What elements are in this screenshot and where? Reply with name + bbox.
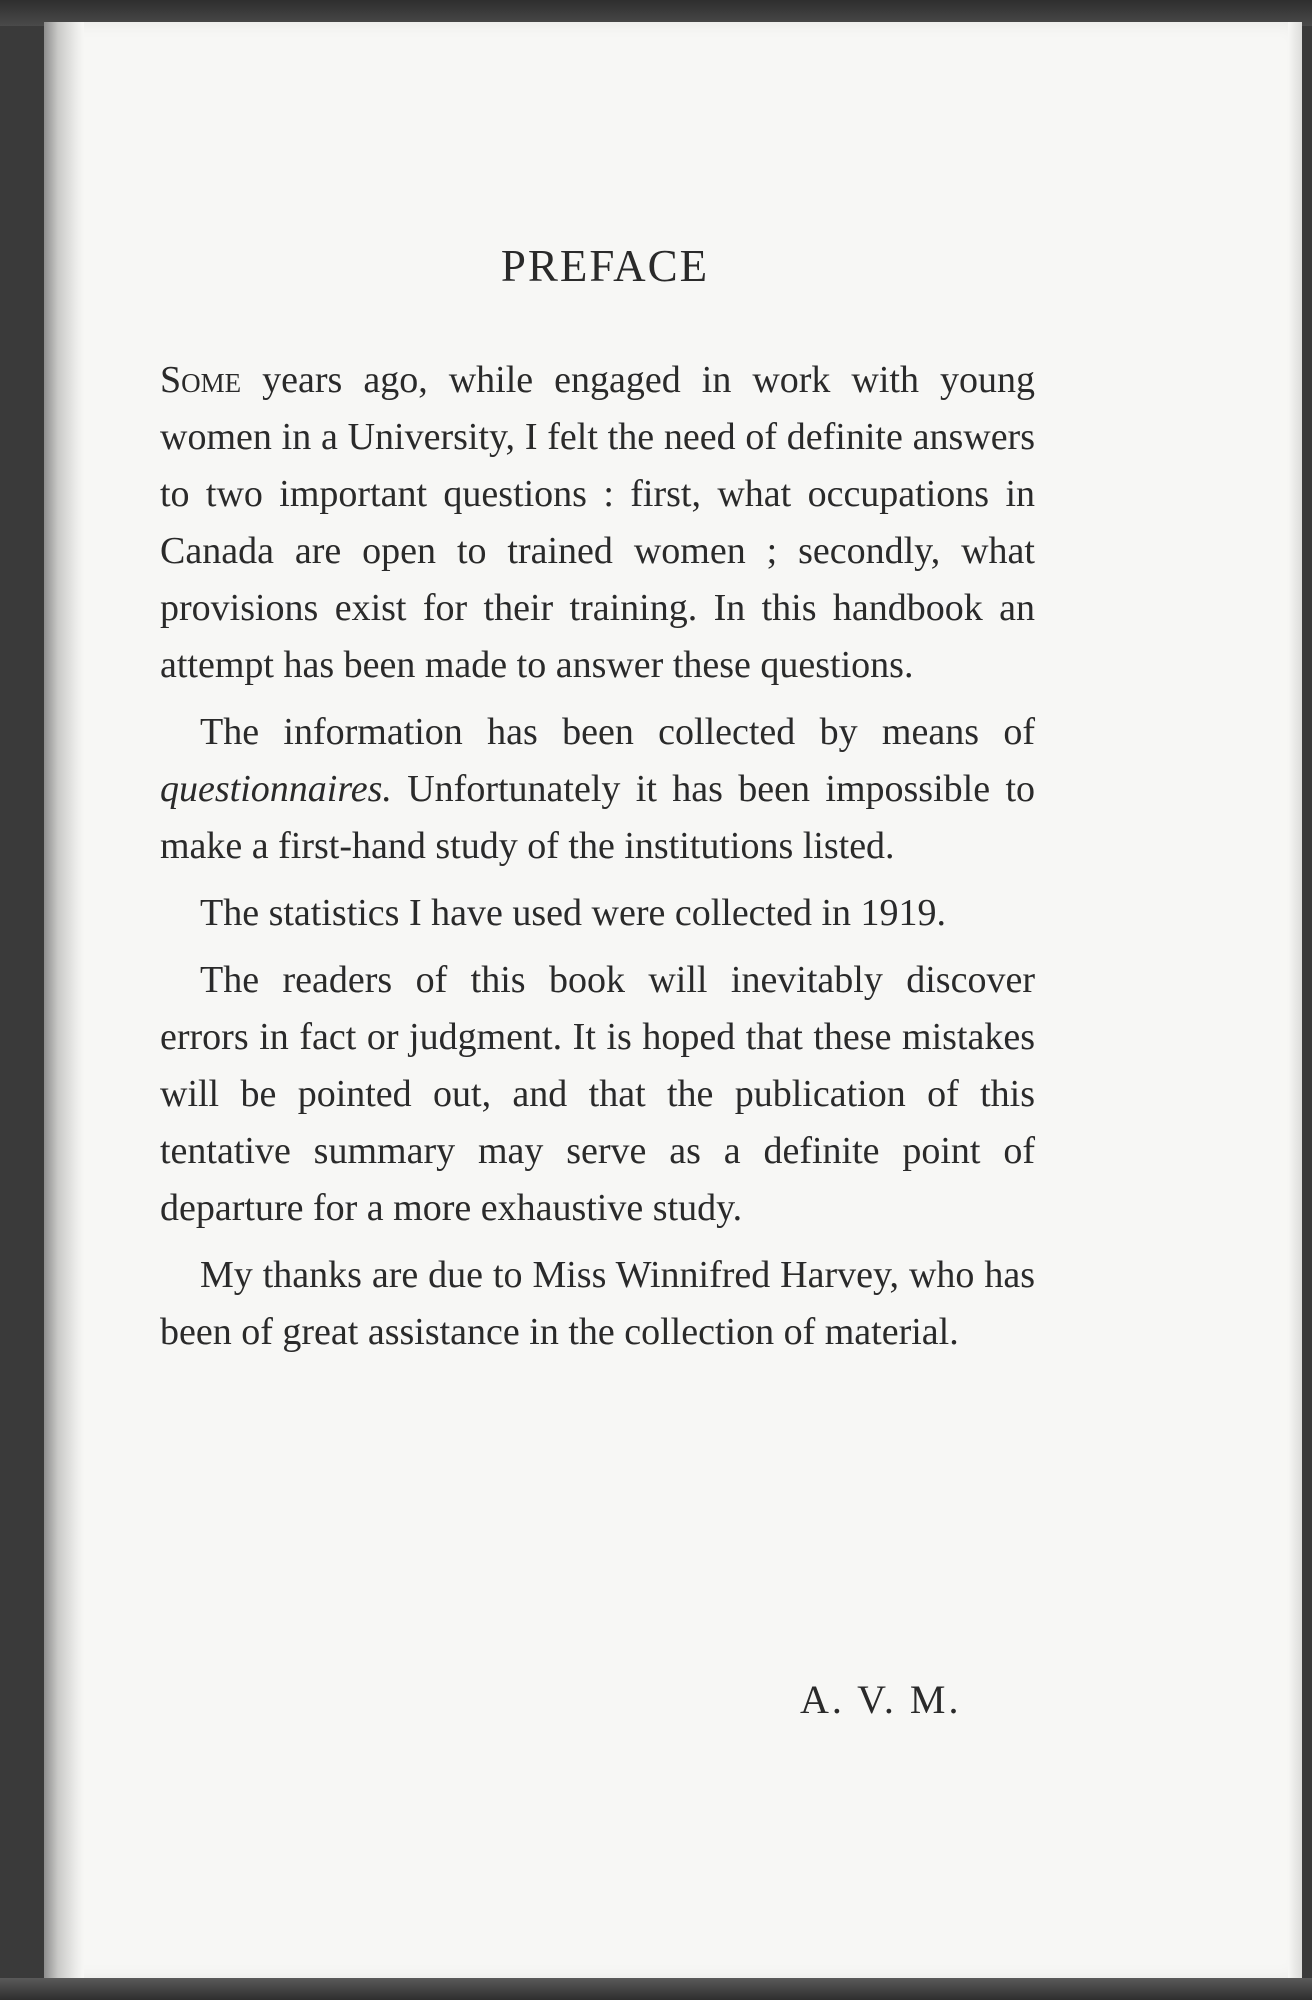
page-gutter-shadow <box>44 22 84 1980</box>
preface-body <box>160 352 1035 1361</box>
paragraph-1-lead-word: Some <box>160 359 242 401</box>
paragraph-2-end: Unfortunately it has been impossible to make a first-hand study of the institutions listed. <box>160 768 1035 867</box>
paragraph-2 <box>160 704 1035 875</box>
scan-border-bottom <box>0 1978 1312 2000</box>
page-right-edge <box>1288 22 1302 1980</box>
paragraph-2-start: The information has been collected by means of <box>200 711 1035 753</box>
paragraph-3: The statistics I have used were collected in 1919. <box>200 892 947 934</box>
paragraph-2-italic: questionnaires. <box>160 768 392 810</box>
paragraph-5: My thanks are due to Miss Winnifred Harvey, who has been of great assistance in the collection of material. <box>160 1254 1035 1353</box>
author-initials: A. V. M. <box>800 1677 962 1722</box>
paragraph-1-text: years ago, while engaged in work with young women in a University, I felt the need of definite answers to two important questions : first, what occupations in Canada are open to trained women ; secondly, what provisions exist for their training. In this handbook an attempt has been made to answer these questions. <box>160 359 1035 686</box>
page-title: PREFACE <box>500 241 710 291</box>
paragraph-1 <box>160 352 1035 694</box>
paragraph-4: The readers of this book will inevitably discover errors in fact or judgment. It is hoped that these mistakes will be pointed out, and that the publication of this tentative summary may serve as a definite point of departure for a more exhaustive study. <box>160 959 1035 1229</box>
